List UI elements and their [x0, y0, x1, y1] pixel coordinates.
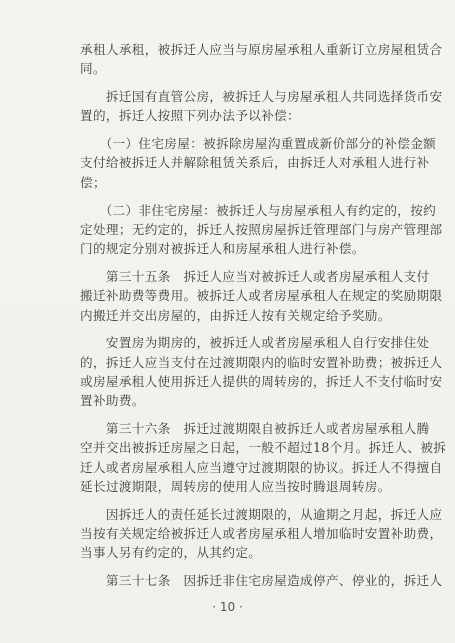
text-line: 承租人承租，被拆迁人应当与原房屋承租人重新订立房屋租赁合 — [80, 42, 443, 57]
text-line: 的，拆迁人应当支付在过渡期限内的临时安置补助费；被拆迁人 — [80, 354, 443, 370]
text-line: 定处理；无约定的，拆迁人按照房屋拆迁管理部门与房产管理部 — [80, 221, 443, 237]
text-line: 或房屋承租人使用拆迁人提供的周转房的，拆迁人不支付临时安 — [80, 373, 443, 389]
text-line: 门的规定分别对被拆迁人和房屋承租人进行补偿。 — [80, 241, 365, 257]
text-line: 安置房为期房的，被拆迁人或者房屋承租人自行安排住处 — [80, 335, 430, 351]
text-line: 第三十五条 拆迁人应当对被拆迁人或者房屋承租人支付 — [80, 268, 430, 284]
text-line: 偿； — [80, 174, 106, 190]
page-number: · 10 · — [212, 600, 243, 614]
text-line: 置补助费。 — [80, 393, 145, 409]
article-36-paragraph — [80, 419, 447, 496]
text-line: 内搬迁并交出房屋的，由拆迁人按有关规定给予奖励。 — [80, 307, 391, 323]
text-line: 迁人或者房屋承租人应当遵守过渡期限的协议。拆迁人不得擅自 — [80, 459, 443, 475]
paragraph — [80, 40, 443, 79]
text-line: 第三十六条 拆迁过渡期限自被拆迁人或者房屋承租人腾 — [80, 421, 430, 437]
text-line: 置的，拆迁人按照下列办法予以补偿： — [80, 108, 301, 124]
paragraph — [80, 333, 443, 410]
text-line: 当事人另有约定的，从其约定。 — [80, 545, 262, 561]
text-line: 同。 — [80, 61, 106, 77]
paragraph — [80, 87, 443, 126]
paragraph — [80, 201, 443, 259]
paragraph — [80, 505, 443, 563]
document-body — [80, 40, 447, 590]
paragraph — [80, 134, 437, 192]
text-line: 第三十七条 因拆迁非住宅房屋造成停产、停业的，拆迁人 — [80, 573, 443, 589]
text-line: 拆迁国有直管公房，被拆迁人与房屋承租人共同选择货币安 — [80, 89, 443, 105]
text-line: 当按有关规定给被拆迁人或者房屋承租人增加临时安置补助费， — [80, 526, 443, 542]
article-37-paragraph — [80, 571, 443, 590]
text-line: （二）非住宅房屋：被拆迁人与房屋承租人有约定的，按约 — [80, 202, 437, 218]
text-line: 支付给被拆迁人并解除租赁关系后，由拆迁人对承租人进行补 — [80, 155, 430, 171]
text-line: 因拆迁人的责任延长过渡期限的，从逾期之月起，拆迁人应 — [80, 506, 443, 522]
text-line: （一）住宅房屋：被拆除房屋沟重置成新价部分的补偿金额 — [80, 136, 437, 152]
text-line: 延长过渡期限，周转房的使用人应当按时腾退周转房。 — [80, 478, 391, 494]
text-line: 搬迁补助费等费用。被拆迁人或者房屋承租人在规定的奖励期限 — [80, 288, 443, 304]
text-line: 空并交出被拆迁房屋之日起，一般不超过18个月。拆迁人、被拆 — [80, 440, 447, 456]
article-35-paragraph — [80, 267, 443, 325]
